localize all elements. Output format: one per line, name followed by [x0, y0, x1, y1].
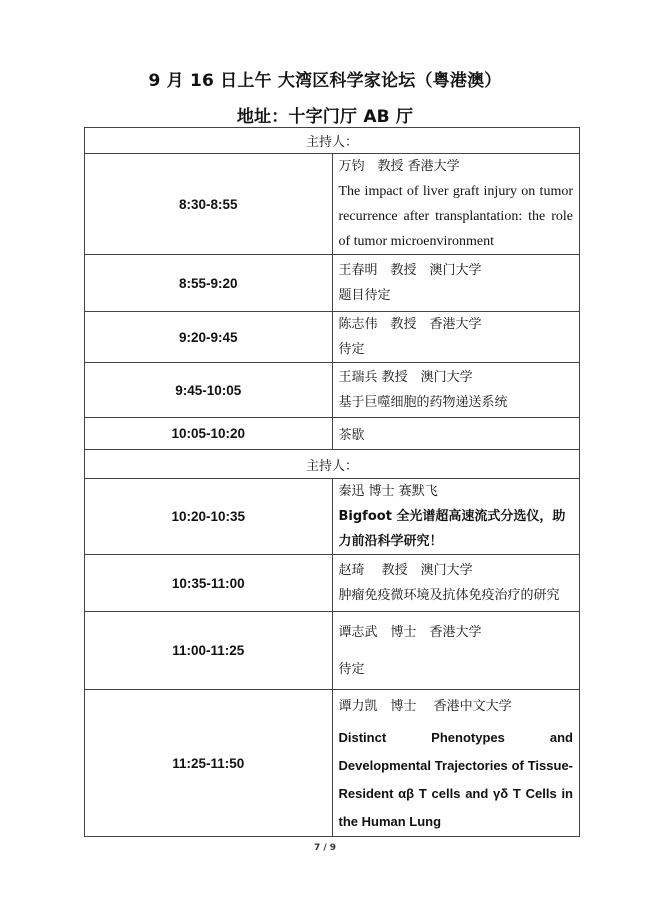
speaker: 王春明 教授 澳门大学 — [338, 263, 482, 278]
table-row — [85, 555, 580, 612]
break-cell: 茶歇 — [332, 418, 580, 450]
time-slot: 8:55-9:20 — [85, 255, 333, 312]
time-slot: 9:45-10:05 — [85, 363, 333, 418]
talk-cell — [332, 479, 580, 555]
speaker: 秦迅 博士 赛默飞 — [338, 484, 438, 499]
talk-cell — [332, 255, 580, 312]
time-slot: 11:25-11:50 — [85, 690, 333, 837]
host-row — [85, 128, 580, 154]
time-slot: 10:20-10:35 — [85, 479, 333, 555]
time-slot: 10:05-10:20 — [85, 418, 333, 450]
host-row — [85, 450, 580, 479]
host-label: 主持人： — [85, 450, 580, 479]
talk-topic: 基于巨噬细胞的药物递送系统 — [338, 395, 508, 410]
page-title: 9 月 16 日上午 大湾区科学家论坛（粤港澳） — [148, 71, 502, 91]
talk-topic: Distinct Phenotypes and Developmental Trajectories of Tissue-Resident αβ T cells and γδ T Cells in the Human Lung — [338, 730, 573, 829]
talk-topic: 待定 — [338, 342, 365, 357]
talk-cell — [332, 363, 580, 418]
venue-address: 地址：十字门厅 AB 厅 — [236, 107, 414, 127]
talk-cell — [332, 690, 580, 837]
speaker: 陈志伟 教授 香港大学 — [338, 317, 482, 332]
table-row — [85, 154, 580, 255]
talk-topic: Bigfoot 全光谱超高速流式分选仪，助力前沿科学研究！ — [338, 509, 566, 549]
talk-cell — [332, 312, 580, 363]
time-slot: 9:20-9:45 — [85, 312, 333, 363]
talk-cell — [332, 555, 580, 612]
table-row-break — [85, 418, 580, 450]
talk-topic: The impact of liver graft injury on tumor recurrence after transplantation: the role of tumor microenvironment — [338, 184, 573, 249]
speaker: 赵琦 教授 澳门大学 — [338, 563, 473, 578]
time-slot: 8:30-8:55 — [85, 154, 333, 255]
talk-topic: 肿瘤免疫微环境及抗体免疫治疗的研究 — [338, 588, 560, 603]
host-label: 主持人： — [85, 128, 580, 154]
speaker: 王瑞兵 教授 澳门大学 — [338, 370, 473, 385]
table-row — [85, 612, 580, 690]
talk-cell — [332, 154, 580, 255]
time-slot: 10:35-11:00 — [85, 555, 333, 612]
talk-topic: 待定 — [338, 661, 365, 677]
page-number: 7 / 9 — [313, 843, 337, 853]
time-slot: 11:00-11:25 — [85, 612, 333, 690]
speaker: 谭志武 博士 香港大学 — [338, 624, 482, 640]
talk-cell — [332, 612, 580, 690]
table-row — [85, 690, 580, 837]
table-row — [85, 312, 580, 363]
table-row — [85, 479, 580, 555]
schedule-table — [84, 127, 580, 837]
talk-topic: 题目待定 — [338, 288, 391, 303]
speaker: 谭力凯 博士 香港中文大学 — [338, 699, 512, 714]
speaker: 万钧 教授 香港大学 — [338, 159, 460, 174]
table-row — [85, 363, 580, 418]
table-row — [85, 255, 580, 312]
